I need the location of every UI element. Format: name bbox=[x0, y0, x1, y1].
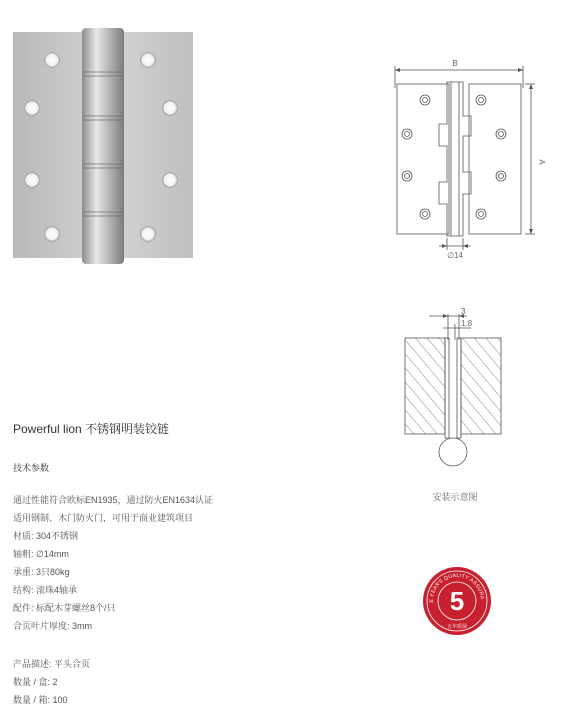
warranty-badge bbox=[422, 566, 492, 636]
specs-heading: 技术参数 bbox=[13, 463, 50, 473]
packaging-line: 产品描述: 平头合页 bbox=[13, 659, 91, 669]
badge-ring-text: E YEARS QUALITY ASSURA bbox=[428, 572, 486, 603]
hinge-photo bbox=[10, 24, 195, 274]
spec-line: 承重: 3只80kg bbox=[13, 567, 70, 577]
spec-list bbox=[13, 491, 213, 635]
gap-dimension-inner: 1.8 bbox=[461, 319, 473, 328]
spec-line: 轴粗: ∅14mm bbox=[13, 549, 69, 559]
badge-number: 5 bbox=[449, 586, 465, 616]
packaging-line: 数量 / 盒: 2 bbox=[13, 677, 58, 687]
spec-line: 材质: 304不锈钢 bbox=[13, 531, 79, 541]
badge-bottom-text: 五年质保 bbox=[446, 624, 468, 630]
spec-line: 适用钢制、木门防火门，可用于商业建筑项目 bbox=[13, 513, 194, 523]
packaging-line: 数量 / 箱: 100 bbox=[13, 695, 68, 705]
packaging-list bbox=[13, 655, 90, 709]
hinge-dimension-drawing bbox=[385, 54, 545, 264]
gap-dimension-outer: 3 bbox=[461, 307, 466, 316]
product-title: Powerful lion 不锈钢明装铰链 bbox=[13, 422, 170, 436]
installation-caption: 安装示意图 bbox=[432, 492, 478, 502]
height-label: A bbox=[537, 159, 546, 165]
spec-line: 结构: 滚珠4轴承 bbox=[13, 585, 78, 595]
installation-drawing bbox=[395, 300, 525, 485]
pin-diameter-label: ∅14 bbox=[447, 251, 463, 260]
width-label: B bbox=[452, 59, 458, 68]
spec-line: 通过性能符合欧标EN1935，通过防火EN1634认证 bbox=[13, 495, 214, 505]
spec-line: 配件: 标配木芽螺丝8个/只 bbox=[13, 603, 116, 613]
spec-line: 合页叶片厚度: 3mm bbox=[13, 621, 93, 631]
